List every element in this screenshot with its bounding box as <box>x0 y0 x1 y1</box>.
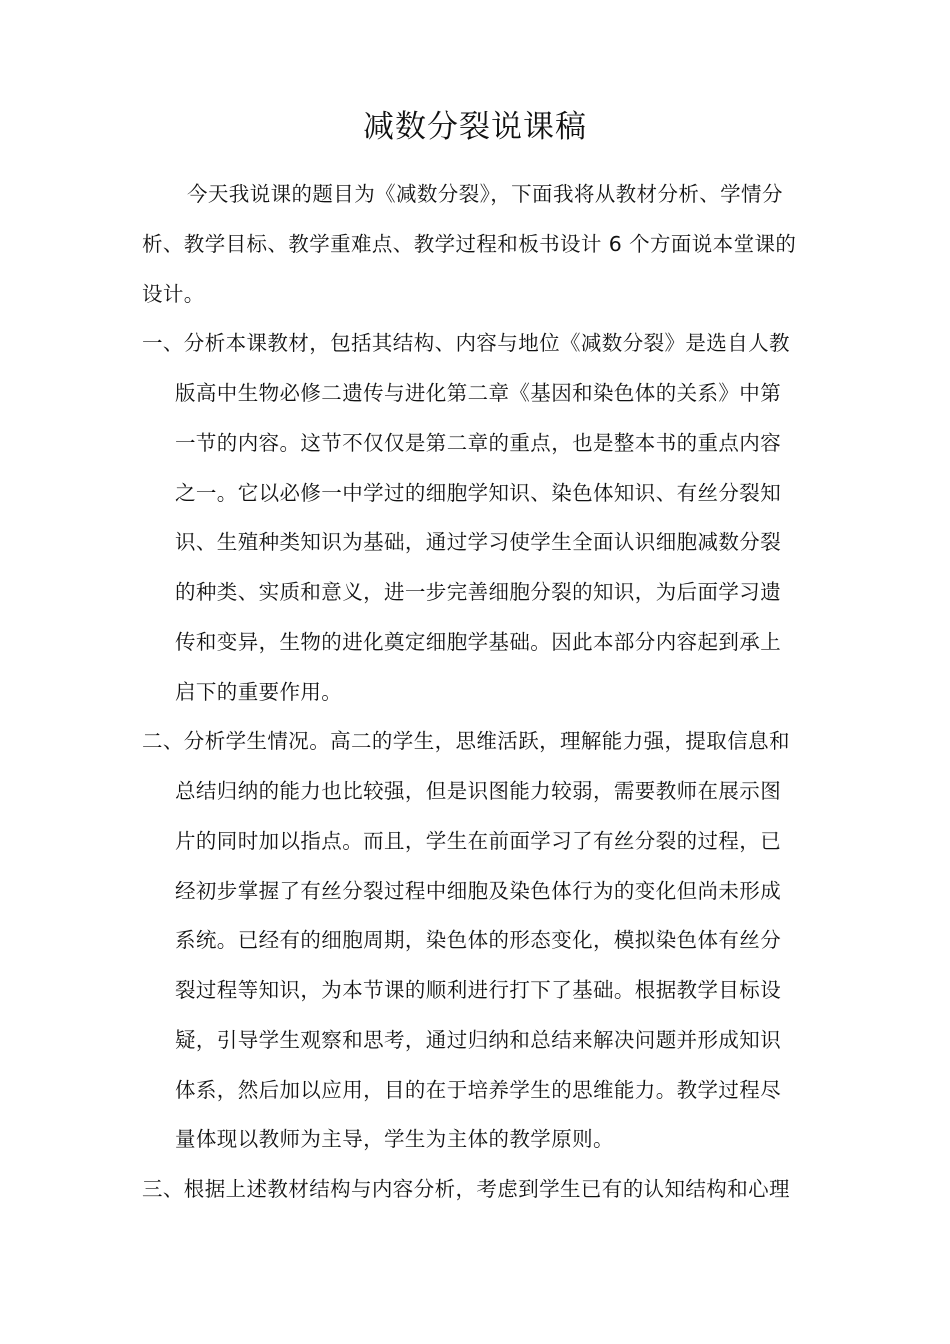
section1-line-7: 传和变异，生物的进化奠定细胞学基础。因此本部分内容起到承上 <box>175 630 782 654</box>
section2-line-2: 总结归纳的能力也比较强，但是识图能力较弱，需要教师在展示图 <box>175 779 782 803</box>
section1-line-5: 识、生殖种类知识为基础，通过学习使学生全面认识细胞减数分裂 <box>175 530 782 554</box>
section2-line-3: 片的同时加以指点。而且，学生在前面学习了有丝分裂的过程，已 <box>175 829 782 853</box>
section2-line-9: 量体现以教师为主导，学生为主体的教学原则。 <box>175 1127 614 1151</box>
section1-line-2: 版高中生物必修二遗传与进化第二章《基因和染色体的关系》中第 <box>175 381 782 405</box>
section2-line-4: 经初步掌握了有丝分裂过程中细胞及染色体行为的变化但尚未形成 <box>175 879 782 903</box>
section3-line-1: 三、根据上述教材结构与内容分析，考虑到学生已有的认知结构和心理 <box>142 1177 790 1201</box>
section2-line-7: 疑，引导学生观察和思考，通过归纳和总结来解决问题并形成知识 <box>175 1028 782 1052</box>
intro-line-3: 设计。 <box>142 282 205 306</box>
section2-line-5: 系统。已经有的细胞周期，染色体的形态变化，模拟染色体有丝分 <box>175 928 782 952</box>
section2-line-1: 二、分析学生情况。高二的学生，思维活跃，理解能力强，提取信息和 <box>142 729 790 753</box>
intro-line-2: 析、教学目标、教学重难点、教学过程和板书设计 6 个方面说本堂课的 <box>142 232 797 256</box>
section1-line-3: 一节的内容。这节不仅仅是第二章的重点，也是整本书的重点内容 <box>175 431 782 455</box>
document-title: 减数分裂说课稿 <box>363 109 587 145</box>
section1-line-8: 启下的重要作用。 <box>175 680 343 704</box>
section1-line-6: 的种类、实质和意义，进一步完善细胞分裂的知识，为后面学习遗 <box>175 580 782 604</box>
section2-line-6: 裂过程等知识，为本节课的顺利进行打下了基础。根据教学目标设 <box>175 978 782 1002</box>
section1-line-1: 一、分析本课教材，包括其结构、内容与地位《减数分裂》是选自人教 <box>142 331 790 355</box>
intro-line-1: 今天我说课的题目为《减数分裂》，下面我将从教材分析、学情分 <box>187 182 783 206</box>
section2-line-8: 体系，然后加以应用，目的在于培养学生的思维能力。教学过程尽 <box>175 1078 782 1102</box>
section1-line-4: 之一。它以必修一中学过的细胞学知识、染色体知识、有丝分裂知 <box>175 481 782 505</box>
